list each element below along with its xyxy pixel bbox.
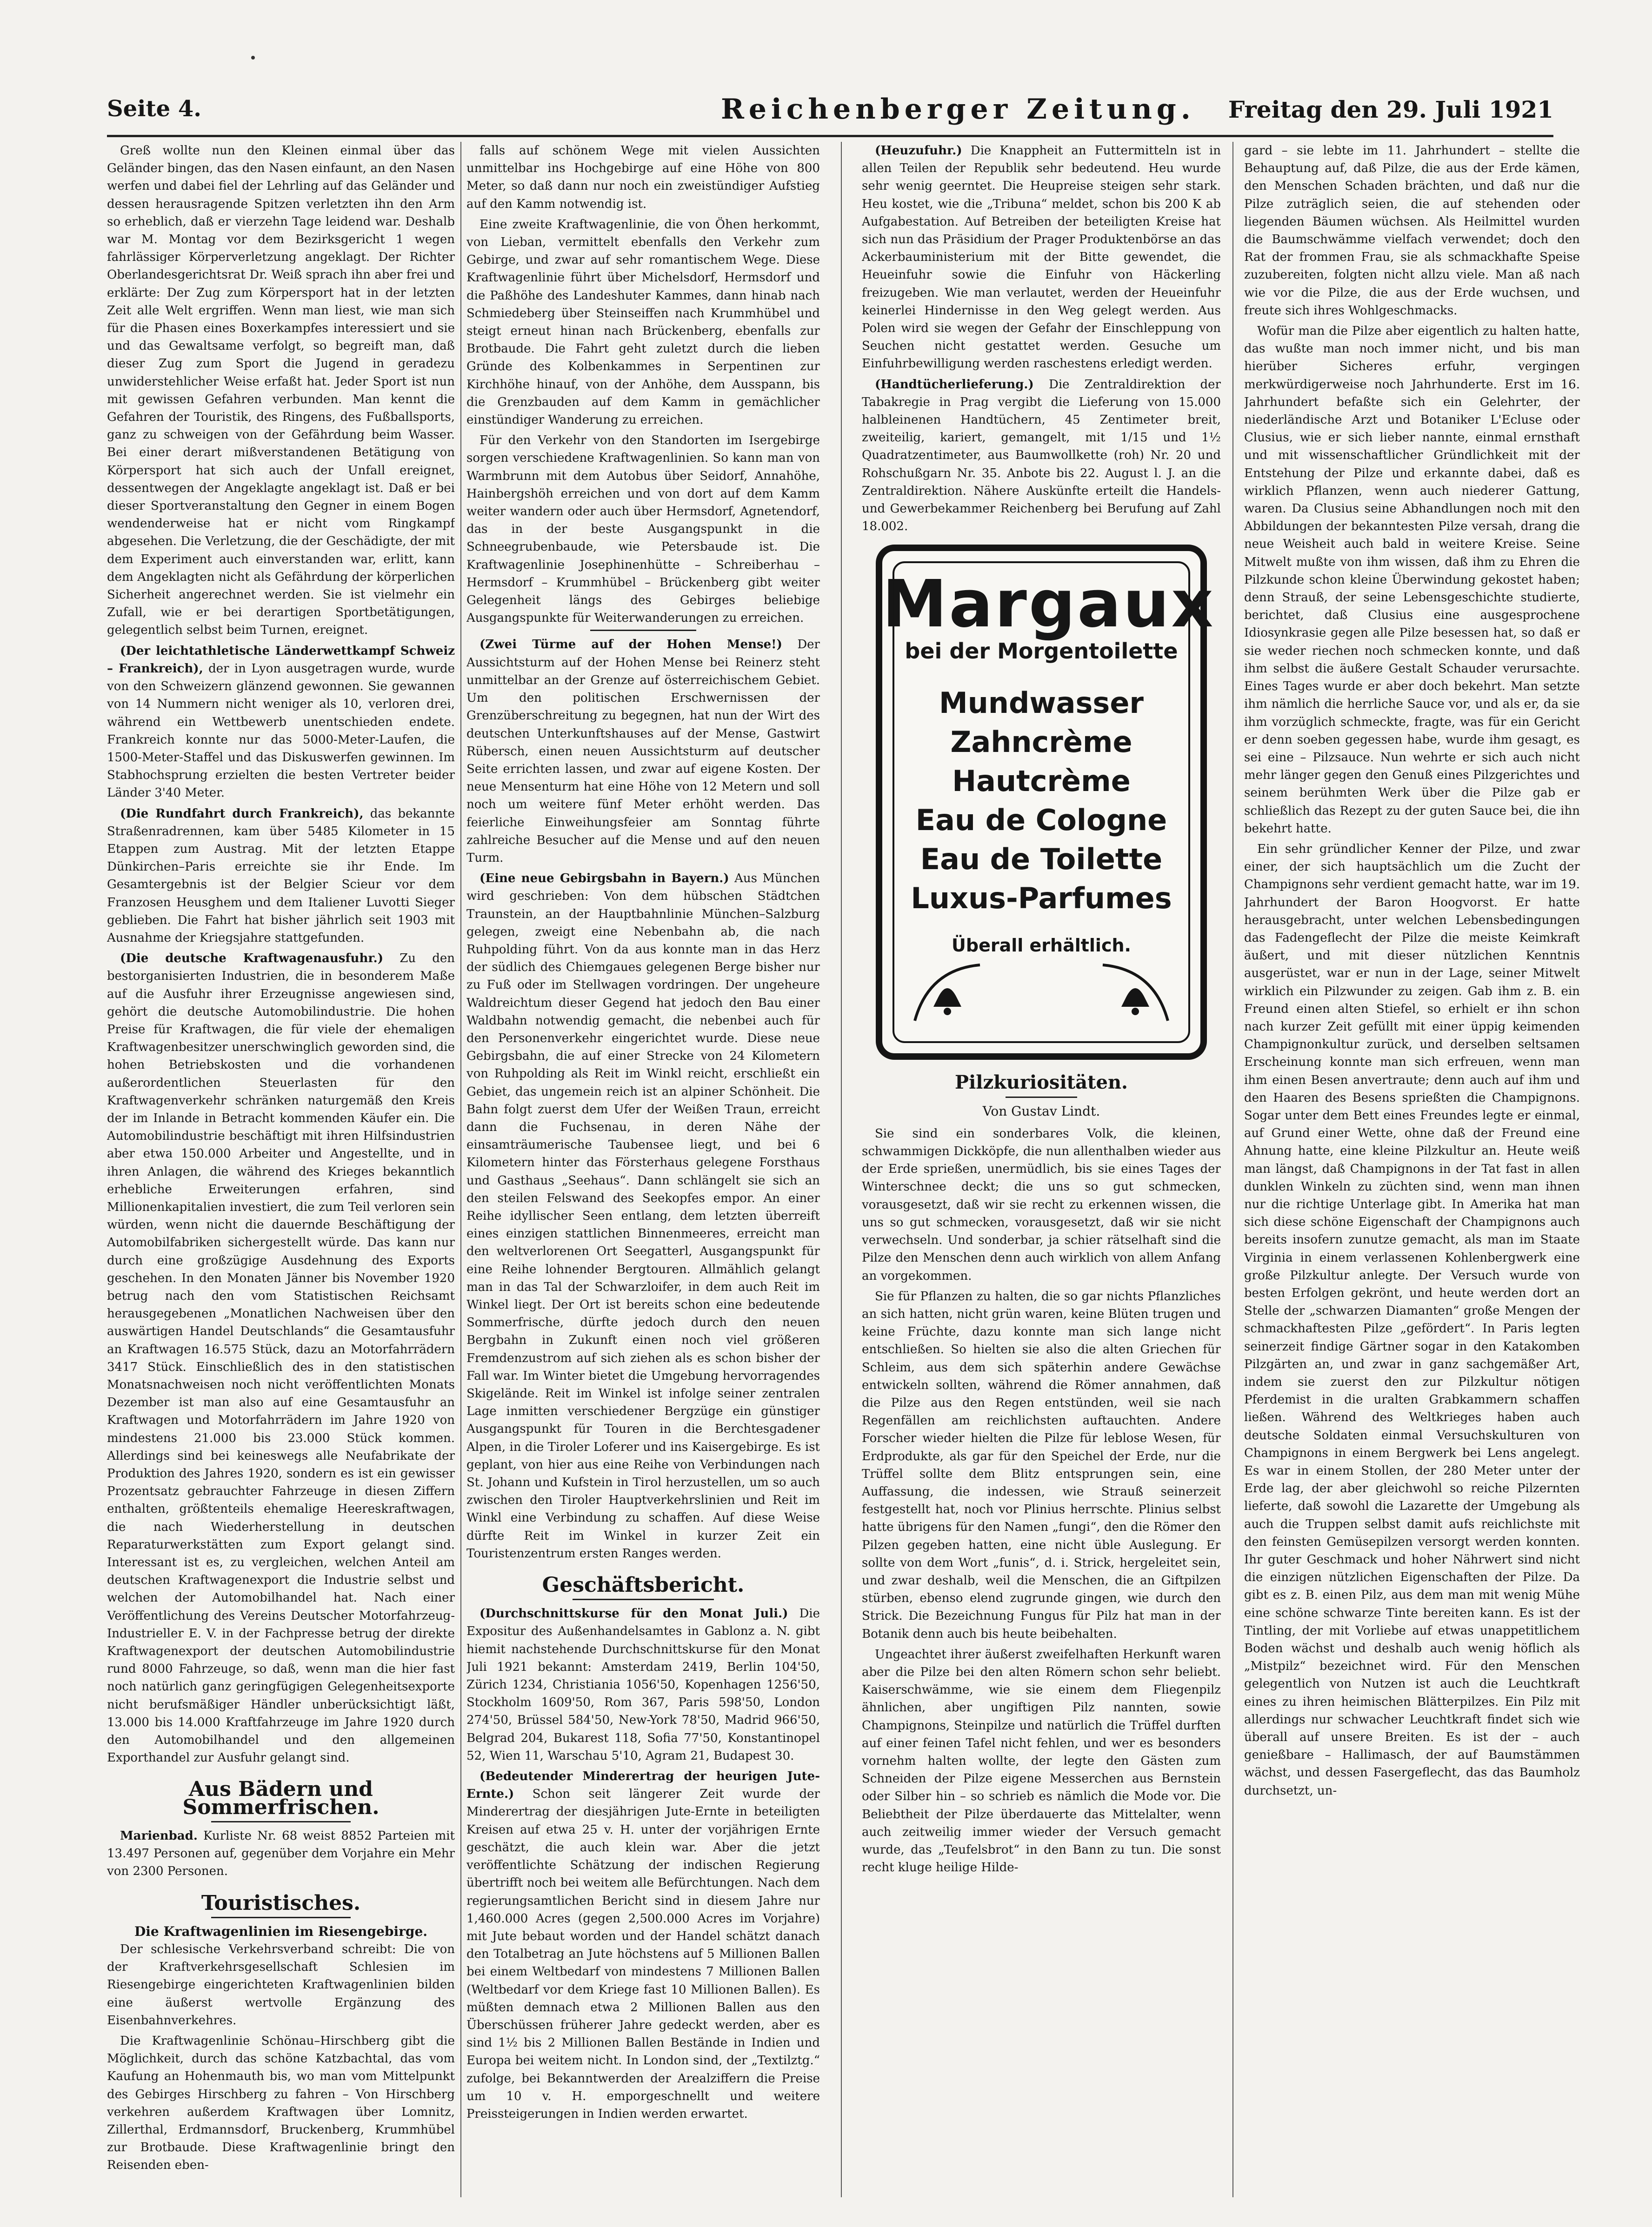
masthead xyxy=(107,93,1553,130)
article-paragraph xyxy=(466,636,820,867)
article-heading: (Eine neue Gebirgsbahn in Bayern.) xyxy=(480,871,729,886)
section-rule xyxy=(211,1821,350,1822)
article-body: das bekannte Straßenradrennen, kam über 5485 Kilometer in 15 Etappen zum Austrag. Mit der letzten Etappe Dünkirchen–Paris erreichte sie ihr Ende. Im Gesamtergebnis ist der Belgier Scieur vor dem Franzosen Heusghem und dem Italiener Luvotti Sieger geblieben. Die Fahrt hat bisher jährlich seit 1903 mit Ausnahme der Kriegsjahre stattgefunden. xyxy=(107,806,455,945)
article-body: Die Knappheit an Futtermitteln ist in allen Teilen der Republik sehr bedeutend. Heu wurde sehr wenig geerntet. Die Heupreise steigen sehr stark. Heu kostet, wie die „Tribuna“ meldet, schon bis 200 K ab Aufgabestation. Auf Betreiben der beteiligten Kreise hat sich nun das Präsidium der Prager Produktenbörse an das Ackerbauministerium mit der Bitte gewendet, die Heueinfuhr sowie die Einfuhr von Häckerling freizugeben. Wie man verlautet, werden der Heueinfuhr keinerlei Hindernisse in den Weg gelegt werden. Aus Polen wird sie wegen der Gefahr der Einschleppung von Seuchen nicht gestattet werden. Gesuche um Einfuhrbewilligung werden raschestens erledigt werden. xyxy=(862,144,1221,371)
article-heading: (Bedeutender Minderertrag der heurigen Jute-Ernte.) xyxy=(466,1769,820,1802)
print-speck xyxy=(251,56,255,60)
ad-product: Zahncrème xyxy=(950,725,1132,759)
header-rule xyxy=(107,135,1553,137)
article-paragraph xyxy=(466,1605,820,1765)
column-4 xyxy=(1244,142,1580,2197)
article-body: Die Expositur des Außenhandelsamtes in Gablonz a. N. gibt hiemit nachstehende Durchschnittskurse für den Monat Juli 1921 bekannt: Amsterdam 2419, Berlin 104'50, Zürich 1234, Christiania 1056'50, Kopenhagen 1256'50, Stockholm 1609'50, Rom 367, Paris 598'50, London 274'50, Brüssel 584'50, New-York 78'50, Madrid 966'50, Belgrad 204, Bukarest 118, Sofia 77'50, Konstantinopel 52, Wien 11, Warschau 5'10, Agram 21, Budapest 30. xyxy=(466,1607,820,1763)
article-paragraph: Wofür man die Pilze aber eigentlich zu halten hatte, das wußte man noch immer nicht, und bis man hierüber Sicheres erfuhr, vergingen merkwürdigerweise noch Jahrhunderte. Erst im 16. Jahrhundert befaßte sich ein Gelehrter, der niederländische Arzt und Botaniker L'Ecluse oder Clusius, wie er sich lieber nannte, einmal ernsthaft und mit wissenschaftlicher Gründlichkeit mit der Entstehung der Pilze und erkannte dabei, daß es wirklich Pflanzen, wenn auch niederer Gattung, waren. Da Clusius seine Abhandlungen noch mit den Abbildungen der bekanntesten Pilze versah, drang die neue Weisheit auch bald in weitere Kreise. Seine Mitwelt mußte von ihm wissen, daß ihm zu Ehren die Pilzkunde schon kleine Überwindung gekostet haben; denn Strauß, der seine Lebensgeschichte studierte, berichtet, daß Clusius eine ausgesprochene Idiosynkrasie gegen alle Pilze besessen hat, so daß er sie weder riechen noch schmecken konnte, und daß ihm selbst die äußere Gestalt Schauder verursachte. Eines Tages wurde er aber doch bekehrt. Man setzte ihm nämlich die herrliche Sauce vor, und als er, da sie ihm vorzüglich schmeckte, fragte, was für ein Gericht er denn soeben gegessen habe, wurde ihm gesagt, es sei eine – Pilzsauce. Nun wehrte er sich auch nicht mehr länger gegen den Genuß eines Pilzgerichtes und seinem berühmten Werk über die Pilze gab er schließlich das Rezept zu der guten Sauce bei, die ihn bekehrt hatte. xyxy=(1244,324,1580,836)
column-2 xyxy=(466,142,820,2197)
section-rule xyxy=(211,1917,350,1918)
ad-availability: Überall erhältlich. xyxy=(952,935,1131,956)
ad-product: Hautcrème xyxy=(952,764,1131,798)
article-heading: (Heuzufuhr.) xyxy=(875,144,962,158)
article-paragraph xyxy=(862,376,1221,536)
bell-ornament-icon xyxy=(1098,960,1172,1025)
ad-product: Luxus-Parfumes xyxy=(911,881,1172,915)
section-rule xyxy=(1006,1097,1077,1098)
ad-product: Eau de Cologne xyxy=(915,803,1167,837)
article-paragraph: Sie sind ein sonderbares Volk, die kleinen, schwammigen Dickköpfe, die nun allenthalben wieder aus der Erde sprießen, unermüdlich, bis sie eines Tages der Winterschnee deckt; die uns so gut schmecken, vorausgesetzt, daß wir sie recht zu erkennen wissen, die uns so gut schmecken, vorausgesetzt, daß wir sie nicht verwechseln. Und sonderbar, ja schier rätselhaft sind die Pilze den Menschen denn auch wirklich von allem Anfang an vorgekommen. xyxy=(862,1126,1221,1283)
article-paragraph: falls auf schönem Wege mit vielen Aussichten unmittelbar ins Hochgebirge auf eine Höhe von 800 Meter, so daß dann nur noch ein zweistündiger Aufstieg auf den Kamm notwendig ist. xyxy=(466,144,820,211)
section-heading: Pilzkuriositäten. xyxy=(955,1071,1128,1094)
article-body: Schon seit längerer Zeit wurde der Minderertrag der diesjährigen Jute-Ernte in beteiligten Kreisen auf etwa 25 v. H. unter der vorjährigen Ernte geschätzt, die auch klein war. Aber die jetzt veröffentlichte Schätzung der indischen Regierung übertrifft noch bei weitem alle Befürchtungen. Nach dem regierungsamtlichen Bericht sind in diesem Jahre nur 1,460.000 Acres (gegen 2,500.000 Acres im Vorjahre) mit Jute bebaut worden und der Handel schätzt danach den Totalbetrag an Jute höchstens auf 5 Millionen Ballen bei einem Weltbedarf von mindestens 7 Millionen Ballen (Weltbedarf vor dem Kriege fast 10 Millionen Ballen). Es müßten demnach etwa 2 Millionen Ballen aus den Überschüssen früherer Jahre gedeckt werden, aber es sind 1½ bis 2 Millionen Ballen Bestände in Indien und Europa bei weitem nicht. In London sind, der „Textilztg.“ zufolge, bei Bekanntwerden der Arealziffern die Preise um 10 v. H. emporgeschnellt und weitere Preissteigerungen in Indien werden erwartet. xyxy=(466,1787,820,2121)
article-paragraph: Ein sehr gründlicher Kenner der Pilze, und zwar einer, der sich hauptsächlich um die Zucht der Champignons sehr verdient gemacht hatte, war im 19. Jahrhundert der Baron Hoogvorst. Er hatte herausgebracht, unter welchen Lebensbedingungen das Fadengeflecht der Pilze die meiste Keimkraft äußert, und mit dieser nützlichen Kenntnis ausgerüstet, war er nun in der Lage, seiner Mitwelt wirklich ein Pilzwunder zu zeigen. Gab ihm z. B. ein Freund einen alten Stiefel, so erhielt er ihn schon nach kurzer Zeit gefüllt mit einer üppig keimenden Champignonkultur zurück, und derselben seltsamen Erscheinung konnte man sich erfreuen, wenn man ihm einen Besen anvertraute; denn auch auf ihm und den Haaren des Besens sprießten die Champignons. Sogar unter dem Bett eines Freundes legte er einmal, auf Grund einer Wette, ohne daß der Freund eine Ahnung hatte, eine kleine Pilzkultur an. Heute weiß man längst, daß Champignons in der Tat fast in allen dunklen Winkeln zu züchten sind, wenn man ihnen nur die richtige Unterlage gibt. In Amerika hat man sich diese schöne Eigenschaft der Champignons auch bereits insofern zunutze gemacht, als man im Staate Virginia in einem verlassenen Kohlenbergwerk eine große Pilzkultur anlegte. Der Versuch wurde von besten Erfolgen gekrönt, und heute werden dort an Stelle der „schwarzen Diamanten“ große Mengen der schmackhaftesten Pilze „gefördert“. In Paris legten seinerzeit findige Gärtner sogar in den Katakomben Pilzgärten an, und zwar in ganz sachgemäßer Art, indem sie zuerst den zur Pilzkultur nötigen Pferdemist in die uralten Grabkammern schaffen ließen. Während des Weltkrieges haben auch deutsche Soldaten einmal Versuchskulturen von Champignons in einem Bergwerk bei Lens angelegt. Es war in einem Stollen, der 280 Meter unter der Erde lag, der aber gleichwohl so reiche Pilzernten lieferte, daß sowohl die Lazarette der Umgebung als auch die Truppen selbst damit aufs reichlichste mit den feinsten Gemüsepilzen versorgt werden konnten. Ihr guter Geschmack und hoher Nährwert sind nicht die einzigen nützlichen Eigenschaften der Pilze. Da gibt es z. B. einen Pilz, aus dem man mit wenig Mühe eine schöne schwarze Tinte bereiten kann. Es ist der Tintling, der mit Vorliebe auf etwas unappetitlichem Boden wächst und deshalb auch wenig höflich als „Mistpilz“ bezeichnet wird. Für den Menschen gelegentlich von Nutzen ist auch die Leuchtkraft eines zu ihren heimischen Blätterpilzes. Ein Pilz mit allerdings nur schwacher Leuchtkraft findet sich wie überall auf unsere Breiten. Es ist der – auch genießbare – Hallimasch, der auf Baumstämmen wächst, und dessen Fasergeflecht, das das Baumholz durchsetzt, un- xyxy=(1244,842,1580,1798)
page-number: Seite 4. xyxy=(107,96,201,122)
section-heading: Aus Bädern und Sommerfrischen. xyxy=(182,1777,380,1819)
ad-product: Eau de Toilette xyxy=(920,842,1163,876)
issue-date: Freitag den 29. Juli 1921 xyxy=(1228,96,1553,123)
article-heading: Marienbad. xyxy=(120,1828,198,1843)
article-body: Aus München wird geschrieben: Von dem hübschen Städtchen Traunstein, an der Hauptbahnlinie München–Salzburg gelegen, zweigt eine Nebenbahn ab, die nach Ruhpolding führt. Von da aus konnte man in das Herz der südlich des Chiemgaues gelegenen Berge bisher nur zu Fuß oder im Stellwagen vordringen. Der ungeheure Waldreichtum dieser Gegend hat jedoch den Bau einer Waldbahn notwendig gemacht, die nebenbei auch für den Personenverkehr eingerichtet wurde. Diese neue Gebirgsbahn, die auf einer Strecke von 24 Kilometern von Ruhpolding als Reit im Winkl reicht, erschließt ein Gebiet, das ungemein reich ist an alpiner Schönheit. Die Bahn folgt zuerst dem Ufer der Weißen Traun, erreicht dann die Fuchsenau, in deren Nähe der einsamträumerische Taubensee liegt, und bei 6 Kilometern hinter das Försterhaus gelegene Forsthaus und Gasthaus „Seehaus“. Dann schlängelt sie sich an den steilen Felswand des Seekopfes empor. An einer Reihe idyllischer Seen entlang, dem letzten überreift eines einzigen stattlichen Binnenmeeres, erreicht man den weltverlorenen Ort Seegatterl, Ausgangspunkt für eine Reihe lohnender Bergtouren. Allmählich gelangt man in das Tal der Schwarzloifer, in dem auch Reit im Winkel liegt. Der Ort ist bereits schon eine bedeutende Sommerfrische, dürfte jedoch durch den neuen Bergbahn in Zukunft einen noch viel größeren Fremdenzustrom auf sich ziehen als es schon bisher der Fall war. Im Winter bietet die Umgebung hervorragendes Skigelände. Reit im Winkel ist infolge seiner zentralen Lage inmitten verschiedener Bergzüge ein günstiger Ausgangspunkt für Touren in die Berchtesgadener Alpen, in die Tiroler Loferer und ins Kaisergebirge. Es ist geplant, von hier aus eine Reihe von Verbindungen nach St. Johann und Kufstein in Tirol herzustellen, um so auch zwischen den Tiroler Hauptverkehrslinien und Reit im Winkl eine Verbindung zu schaffen. Auf diese Weise dürfte Reit im Winkel in kurzer Zeit ein Touristenzentrum ersten Ranges werden. xyxy=(466,871,820,1561)
ad-product: Mundwasser xyxy=(939,685,1144,720)
section-rule xyxy=(573,1599,714,1600)
article-paragraph xyxy=(107,642,455,802)
article-paragraph: Sie für Pflanzen zu halten, die so gar nichts Pflanzliches an sich hatten, nicht grün waren, keine Blüten trugen und keine Früchte, dazu konnte man sich lange nicht entschließen. So hielten sie also die alten Griechen für Schleim, aus dem sich späterhin andere Gewächse entwickeln sollten, während die Römer annahmen, daß die Pilze aus den Regen entstünden, weil sie nach Regenfällen am reichlichsten auftauchten. Andere Forscher wieder hielten die Pilze für leblose Wesen, für Erdprodukte, als gar für den Speichel der Erde, nur die Trüffel sollte dem Blitz entsprungen sein, eine Auffassung, die indessen, wie Strauß seinerzeit festgestellt hat, noch vor Plinius herrschte. Plinius selbst hatte übrigens für den Namen „fungi“, den die Römer den Pilzen gegeben hatten, eine nicht üble Auslegung. Er sollte von dem Wort „funis“, d. i. Strick, hergeleitet sein, und zwar deshalb, weil die Menschen, die an Giftpilzen stürben, ebenso elend zugrunde gingen, wie durch den Strick. Die Bezeichnung Fungus für Pilz hat man in der Botanik denn auch bis heute beibehalten. xyxy=(862,1289,1221,1641)
article-body: Die Zentraldirektion der Tabakregie in Prag vergibt die Lieferung von 15.000 halbleinenen Handtüchern, 45 Zentimeter breit, zweiteilig, kariert, gemangelt, mit 1/15 und 1½ Quadratzentimeter, aus Baumwollkette (roh) Nr. 20 und Rohschußgarn Nr. 35. Anbote bis 22. August l. J. an die Zentraldirektion. Nähere Auskünfte erteilt die Handels- und Gewerbekammer Reichenberg bei Berufung auf Zahl 18.002. xyxy=(862,377,1221,534)
ad-brand: Margaux xyxy=(882,566,1215,643)
article-body: Kurliste Nr. 68 weist 8852 Parteien mit 13.497 Personen auf, gegenüber dem Vorjahre ein Mehr von 2300 Personen. xyxy=(107,1828,455,1879)
article-subheading: Die Kraftwagenlinien im Riesengebirge. xyxy=(134,1923,428,1939)
article-paragraph xyxy=(862,142,1221,373)
article-heading: (Die Rundfahrt durch Frankreich), xyxy=(120,806,364,821)
column-1 xyxy=(107,142,455,2197)
article-heading: (Durchschnittskurse für den Monat Juli.) xyxy=(480,1607,788,1621)
article-paragraph xyxy=(107,1827,455,1881)
article-paragraph: Ungeachtet ihrer äußerst zweifelhaften Herkunft waren aber die Pilze bei den alten Römern schon sehr beliebt. Kaiserschwämme, wie sie einem dem Fliegenpilz ähnlichen, aber ungiftigen Pilz nannten, sowie Champignons, Steinpilze und natürlich die Trüffel durften auf einer feinen Tafel nicht fehlen, und wer es besonders vornehm halten wollte, der legte den Gästen zum Schneiden der Pilze eigene Messerchen aus Bernstein oder Silber hin – so schrieb es nämlich die Mode vor. Die Beliebtheit der Pilze überdauerte das Mittelalter, wenn auch zeitweilig immer wieder der Versuch gemacht wurde, das „Teufelsbrot“ in den Bann zu tun. Die sonst recht kluge heilige Hilde- xyxy=(862,1647,1221,1875)
ad-tagline: bei der Morgentoilette xyxy=(905,638,1178,664)
article-heading: (Handtücherlieferung.) xyxy=(875,377,1034,392)
section-heading: Touristisches. xyxy=(201,1891,361,1915)
article-paragraph xyxy=(107,805,455,947)
article-paragraph xyxy=(466,870,820,1562)
article-paragraph: Der schlesische Verkehrsverband schreibt: Die von der Kraftverkehrsgesellschaft Schlesien im Riesengebirge eingerichteten Kraftwagenlinien bilden eine äußerst wertvolle Ergänzung des Eisenbahnverkehres. xyxy=(107,1942,455,2028)
article-heading: (Die deutsche Kraftwagenausfuhr.) xyxy=(120,951,384,966)
article-heading: (Zwei Türme auf der Hohen Mense!) xyxy=(480,638,782,652)
article-paragraph: Für den Verkehr von den Standorten im Isergebirge sorgen verschiedene Kraftwagenlinien. So kann man von Warmbrunn mit dem Autobus über Seidorf, Annahöhe, Hainbergshöh erreichen und von dort auf dem Kamm weiter wandern oder auch über Hermsdorf, Agnetendorf, das in der beste Ausgangspunkt in die Schneegrubenbaude, wie Petersbaude ist. Die Kraftwagenlinie Josephinenhütte – Schreiberhau – Hermsdorf – Krummhübel – Brückenberg gibt weiter Gelegenheit längs des Gebirges beliebige Ausgangspunkte für Weiterwanderungen zu erreichen. xyxy=(466,433,820,625)
column-divider xyxy=(460,142,461,2197)
article-author: Von Gustav Lindt. xyxy=(982,1103,1100,1119)
article-heading: (Der leichtathletische Länderwettkampf Schweiz – Frankreich), xyxy=(107,644,455,676)
article-paragraph: Die Kraftwagenlinie Schönau–Hirschberg gibt die Möglichkeit, durch das schöne Katzbachtal, das vom Kaufung an Hohenmauth bis, wo man vom Mittelpunkt des Gebirges Hirschberg zu fahren – Von Hirschberg verkehren außerdem Kraftwagen über Lomnitz, Zillerthal, Erdmannsdorf, Bruckenberg, Krummhübel zur Brotbaude. Diese Kraftwagenlinie bringt den Reisenden eben- xyxy=(107,2034,455,2173)
margaux-advertisement xyxy=(876,545,1215,1060)
column-divider xyxy=(1232,142,1233,2197)
article-body: der in Lyon ausgetragen wurde, wurde von den Schweizern glänzend gewonnen. Sie gewannen von 14 Nummern nicht weniger als 10, verloren drei, während ein Wettbewerb unentschieden endete. Frankreich konnte nur das 5000-Meter-Laufen, die 1500-Meter-Staffel und das Diskuswerfen gewinnen. Im Stabhochsprung erzielten die besten Vertreter beider Länder 3'40 Meter. xyxy=(107,661,455,800)
column-divider xyxy=(841,142,842,2197)
article-body: Der Aussichtsturm auf der Hohen Mense bei Reinerz steht unmittelbar an der Grenze auf österreichischem Gebiet. Um den politischen Erschwernissen der Grenzüberschreitung zu begegnen, hat nun der Wirt des deutschen Unterkunftshauses auf der Mense, Gastwirt Rübersch, einen neuen Aussichtsturm auf deutscher Seite errichten lassen, und zwar auf eigene Kosten. Der neue Mensenturm hat eine Höhe von 12 Metern und soll noch um weitere fünf Meter erhöht werden. Das feierliche Einweihungsfeier am Sonntag führte zahlreiche Besucher auf die Mense und auf den neuen Turm. xyxy=(466,638,820,865)
article-paragraph xyxy=(466,1768,820,2123)
article-paragraph xyxy=(107,950,455,1767)
bell-ornament-icon xyxy=(910,960,985,1025)
article-paragraph: Greß wollte nun den Kleinen einmal über das Geländer bingen, das den Nasen einfaunt, an den Nasen werfen und dabei fiel der Lehrling auf das Geländer und dessen herausragende Spitzen verletzten ihn den Arm so erheblich, daß er vierzehn Tage leidend war. Deshalb war M. Montag vor dem Bezirksgericht 1 wegen fahrlässiger Körperverletzung angeklagt. Der Richter Oberlandesgerichtsrat Dr. Weiß sprach ihn aber frei und erklärte: Der Zug zum Körpersport hat in der letzten Zeit alle Welt ergriffen. Wenn man liest, wie man sich für die Phasen eines Boxerkampfes interessiert und sie und das Gewaltsame verfolgt, so begreift man, daß dieser Zug zum Sport die Jugend in geradezu unwiderstehlicher Weise erfaßt hat. Jeder Sport ist nun mit gewissen Gefahren verbunden. Man kennt die Gefahren der Touristik, des Ringens, des Fußballsports, ganz zu schweigen von der Gefährdung beim Wasser. Bei einer derart mißverstandenen Betätigung von Körpersport hat sich auch der Unfall ereignet, dessentwegen der Angeklagte angeklagt ist. Daß er bei dieser Sportveranstaltung den Gegner in einem Bogen wendenderweise hat er nicht vom Ringkampf abgesehen. Die Verletzung, die der Geschädigte, der mit dem Experiment auch einverstanden war, erlitt, kann dem Angeklagten nicht als Gefährdung der körperlichen Sicherheit angerechnet werden. Sie ist vielmehr ein Zufall, wie er bei derartigen Sportbetätigungen, gelegentlich selbst beim Turnen, ereignet. xyxy=(107,144,455,638)
article-divider xyxy=(590,630,696,631)
column-3 xyxy=(862,142,1221,2197)
article-paragraph: gard – sie lebte im 11. Jahrhundert – stellte die Behauptung auf, daß Pilze, die aus der Erde kämen, den Menschen Schaden brächten, und daß nur die Pilze zuträglich seien, die auf stehenden oder liegenden Bäumen wüchsen. Als Heilmittel wurden die Baumschwämme vielfach verwendet; doch den Rat der frommen Frau, sie als schmackhafte Speise zuzubereiten, folgten nicht allzu viele. Man aß nach wie vor die Pilze, die aus der Erde wuchsen, und freute sich ihres Wohlgeschmacks. xyxy=(1244,144,1580,318)
newspaper-title: Reichenberger Zeitung. xyxy=(721,93,1195,126)
section-heading: Geschäftsbericht. xyxy=(542,1573,745,1597)
article-body: Zu den bestorganisierten Industrien, die in besonderem Maße auf die Ausfuhr ihrer Erzeugnisse angewiesen sind, gehört die deutsche Automobilindustrie. Die hohen Preise für Kraftwagen, die für viele der ehemaligen Kraftwagenbesitzer unerschwinglich geworden sind, die hohen Betriebskosten und die vorhandenen außerordentlichen Steuerlasten für den Kraftwagenverkehr schränken naturgemäß den Kreis der im Inlande in Betracht kommenden Käufer ein. Die Automobilindustrie beschäftigt mit ihren Hilfsindustrien aber etwa 150.000 Arbeiter und Angestellte, und in ihren Anlagen, die während des Krieges bekanntlich erhebliche Erweiterungen erfahren, sind Millionenkapitalien investiert, die zum Teil verloren sein würden, wenn nicht die dauernde Beschäftigung der Automobilfabriken sichergestellt würde. Das kann nur durch eine großzügige Ausdehnung des Exports geschehen. In den Monaten Jänner bis November 1920 betrug nach den vom Statistischen Reichsamt herausgegebenen „Monatlichen Nachweisen über den auswärtigen Handel Deutschlands“ die Gesamtausfuhr an Kraftwagen 16.575 Stück, dazu an Motorfahrrädern 3417 Stück. Einschließlich des in den statistischen Monatsnachweisen noch nicht veröffentlichten Monats Dezember ist man also auf eine Gesamtausfuhr an Kraftwagen und Motorfahrrädern im Jahre 1920 von mindestens 21.000 bis 23.000 Stück kommen. Allerdings sind bei keineswegs alle Neufabrikate der Produktion des Jahres 1920, sondern es ist ein gewisser Prozentsatz gebrauchter Fahrzeuge in diesen Ziffern enthalten, größtenteils ehemalige Heereskraftwagen, die nach Wiederherstellung in deutschen Reparaturwerkstätten zum Export gelangt sind. Interessant ist es, zu vergleichen, welchen Anteil am deutschen Kraftwagenexport die Industrie selbst und welchen der Automobilhandel hat. Nach einer Veröffentlichung des Vereins Deutscher Motorfahrzeug-Industrieller E. V. in der Fachpresse betrug der direkte Kraftwagenexport der deutschen Automobilindustrie rund 8000 Fahrzeuge, so daß, wenn man die hier fast noch natürlich ganz geringfügigen Gelegenheitsexporte nicht berufsmäßiger Händler unberücksichtigt läßt, 13.000 bis 14.000 Kraftfahrzeuge im Jahre 1920 durch den Automobilhandel und den allgemeinen Exporthandel zur Ausfuhr gelangt sind. xyxy=(107,951,455,1765)
article-paragraph: Eine zweite Kraftwagenlinie, die von Öhen herkommt, von Lieban, vermittelt ebenfalls den Verkehr zum Gebirge, und zwar auf sehr romantischem Wege. Diese Kraftwagenlinie führt über Michelsdorf, Hermsdorf und die Paßhöhe des Landeshuter Kammes, dann hinab nach Schmiedeberg über Steinseiffen nach Krummhübel und steigt erneut hinan nach Brückenberg, ebenfalls zur Brotbaude. Die Fahrt geht zuletzt durch die lieben Gründe des Kolbenkammes in Serpentinen zur Kirchhöhe hinauf, von der Anhöhe, dem Ausspann, bis die Grenzbauden auf dem Kamm in gemächlicher einstündiger Wanderung zu erreichen. xyxy=(466,217,820,427)
